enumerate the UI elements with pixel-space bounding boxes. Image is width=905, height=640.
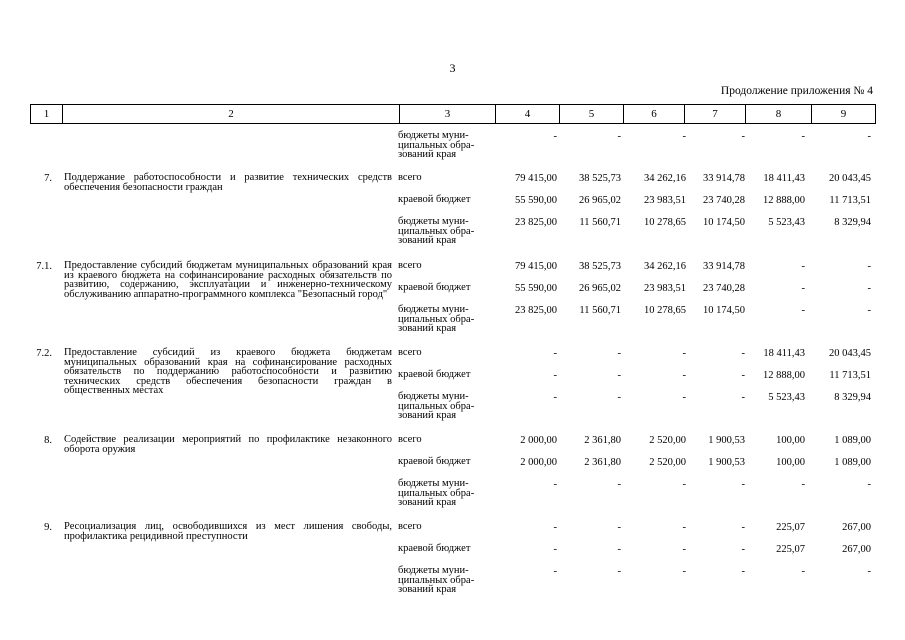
value-cell: 1 089,00	[834, 435, 871, 446]
value-cell: 1 900,53	[708, 457, 745, 468]
value-cell: -	[553, 131, 557, 142]
item-name: Предоставление субсидий бюджетам муниципальных образований края из краевого бюджета на софинансирование расходных обязательств по развитию, содержанию, эксплуатации и инженерно-техническому обслуживанию аппаратно-программного комплекса "Безопасный город"	[64, 260, 392, 300]
value-cell: 11 560,71	[579, 217, 621, 228]
value-cell: -	[617, 392, 621, 403]
value-cell: -	[801, 479, 805, 490]
value-cell: 55 590,00	[515, 283, 557, 294]
value-cell: -	[617, 131, 621, 142]
item-name: Содействие реализации мероприятий по профилактике незаконного оборота оружия	[64, 434, 392, 455]
value-cell: 33 914,78	[703, 173, 745, 184]
value-cell: 1 900,53	[708, 435, 745, 446]
value-cell: -	[741, 522, 745, 533]
value-cell: -	[617, 479, 621, 490]
value-cell: -	[741, 566, 745, 577]
value-cell: 12 888,00	[763, 370, 805, 381]
value-cell: 11 713,51	[829, 370, 871, 381]
item-number: 7.	[44, 173, 52, 184]
item-number: 7.2.	[36, 348, 52, 359]
value-cell: -	[741, 370, 745, 381]
funding-source: бюджеты муни- ципальных обра- зований края	[398, 216, 475, 246]
value-cell: 18 411,43	[763, 348, 805, 359]
funding-source: краевой бюджет	[398, 194, 471, 205]
value-cell: -	[617, 544, 621, 555]
value-cell: -	[553, 566, 557, 577]
value-cell: -	[682, 392, 686, 403]
funding-source: всего	[398, 434, 422, 445]
value-cell: 34 262,16	[644, 261, 686, 272]
value-cell: 23 983,51	[644, 195, 686, 206]
value-cell: -	[741, 131, 745, 142]
value-cell: 2 361,80	[584, 457, 621, 468]
value-cell: -	[801, 283, 805, 294]
column-number: 1	[31, 105, 63, 124]
value-cell: 26 965,02	[579, 283, 621, 294]
value-cell: -	[617, 348, 621, 359]
value-cell: 267,00	[842, 544, 871, 555]
value-cell: 23 740,28	[703, 195, 745, 206]
value-cell: 33 914,78	[703, 261, 745, 272]
value-cell: 23 983,51	[644, 283, 686, 294]
value-cell: 100,00	[776, 435, 805, 446]
value-cell: 38 525,73	[579, 261, 621, 272]
value-cell: 2 520,00	[649, 457, 686, 468]
item-number: 9.	[44, 522, 52, 533]
value-cell: 34 262,16	[644, 173, 686, 184]
column-number-header	[30, 104, 876, 124]
funding-source: бюджеты муни- ципальных обра- зований края	[398, 478, 475, 508]
funding-source: бюджеты муни- ципальных обра- зований края	[398, 391, 475, 421]
funding-source: бюджеты муни- ципальных обра- зований края	[398, 304, 475, 334]
value-cell: 10 174,50	[703, 305, 745, 316]
value-cell: -	[741, 348, 745, 359]
value-cell: 100,00	[776, 457, 805, 468]
value-cell: -	[801, 566, 805, 577]
value-cell: 2 520,00	[649, 435, 686, 446]
value-cell: 79 415,00	[515, 261, 557, 272]
value-cell: 55 590,00	[515, 195, 557, 206]
value-cell: 20 043,45	[829, 173, 871, 184]
value-cell: -	[867, 283, 871, 294]
value-cell: 267,00	[842, 522, 871, 533]
value-cell: -	[617, 522, 621, 533]
value-cell: 23 825,00	[515, 305, 557, 316]
value-cell: -	[682, 131, 686, 142]
column-number: 8	[746, 105, 812, 124]
value-cell: -	[553, 479, 557, 490]
page-number: 3	[449, 61, 456, 75]
value-cell: -	[867, 131, 871, 142]
funding-source: краевой бюджет	[398, 456, 471, 467]
funding-source: всего	[398, 521, 422, 532]
value-cell: 8 329,94	[834, 392, 871, 403]
value-cell: -	[553, 392, 557, 403]
value-cell: 2 000,00	[520, 457, 557, 468]
funding-source: краевой бюджет	[398, 282, 471, 293]
column-number: 6	[624, 105, 685, 124]
funding-source: бюджеты муни- ципальных обра- зований края	[398, 130, 475, 160]
column-number: 9	[812, 105, 876, 124]
value-cell: 23 740,28	[703, 283, 745, 294]
value-cell: -	[867, 479, 871, 490]
value-cell: -	[682, 544, 686, 555]
value-cell: 5 523,43	[768, 217, 805, 228]
funding-source: бюджеты муни- ципальных обра- зований края	[398, 565, 475, 595]
value-cell: 23 825,00	[515, 217, 557, 228]
value-cell: -	[801, 261, 805, 272]
value-cell: 11 560,71	[579, 305, 621, 316]
value-cell: 10 174,50	[703, 217, 745, 228]
value-cell: 38 525,73	[579, 173, 621, 184]
value-cell: -	[867, 261, 871, 272]
value-cell: -	[553, 348, 557, 359]
continuation-caption: Продолжение приложения № 4	[720, 85, 873, 97]
funding-source: всего	[398, 347, 422, 358]
column-number: 3	[400, 105, 496, 124]
item-number: 7.1.	[36, 261, 52, 272]
value-cell: 8 329,94	[834, 217, 871, 228]
funding-source: всего	[398, 172, 422, 183]
value-cell: 20 043,45	[829, 348, 871, 359]
value-cell: 26 965,02	[579, 195, 621, 206]
value-cell: 12 888,00	[763, 195, 805, 206]
value-cell: 225,07	[776, 522, 805, 533]
value-cell: -	[553, 544, 557, 555]
value-cell: -	[682, 566, 686, 577]
value-cell: -	[801, 305, 805, 316]
value-cell: -	[617, 566, 621, 577]
funding-source: краевой бюджет	[398, 369, 471, 380]
value-cell: -	[617, 370, 621, 381]
column-number: 4	[496, 105, 560, 124]
value-cell: -	[553, 370, 557, 381]
value-cell: -	[682, 370, 686, 381]
value-cell: 18 411,43	[763, 173, 805, 184]
value-cell: 2 000,00	[520, 435, 557, 446]
item-name: Ресоциализация лиц, освободившихся из мест лишения свободы, профилактика рецидивной преступности	[64, 521, 392, 542]
value-cell: 10 278,65	[644, 305, 686, 316]
value-cell: -	[867, 305, 871, 316]
value-cell: -	[682, 522, 686, 533]
column-number: 2	[63, 105, 400, 124]
value-cell: -	[682, 348, 686, 359]
value-cell: -	[741, 544, 745, 555]
value-cell: -	[682, 479, 686, 490]
value-cell: -	[741, 392, 745, 403]
value-cell: 79 415,00	[515, 173, 557, 184]
value-cell: -	[741, 479, 745, 490]
funding-source: краевой бюджет	[398, 543, 471, 554]
value-cell: -	[553, 522, 557, 533]
item-name: Предоставление субсидий из краевого бюджета бюджетам муниципальных образований края на софинансирование расходных обязательств по поддержанию работоспособности и развитию технических средств обеспечения безопасности граждан в общественных местах	[64, 347, 392, 396]
value-cell: 1 089,00	[834, 457, 871, 468]
value-cell: -	[801, 131, 805, 142]
funding-source: всего	[398, 260, 422, 271]
value-cell: 2 361,80	[584, 435, 621, 446]
value-cell: -	[867, 566, 871, 577]
value-cell: 11 713,51	[829, 195, 871, 206]
value-cell: 5 523,43	[768, 392, 805, 403]
column-number: 7	[685, 105, 746, 124]
value-cell: 225,07	[776, 544, 805, 555]
item-number: 8.	[44, 435, 52, 446]
item-name: Поддержание работоспособности и развитие технических средств обеспечения безопасности граждан	[64, 172, 392, 193]
column-number: 5	[560, 105, 624, 124]
value-cell: 10 278,65	[644, 217, 686, 228]
